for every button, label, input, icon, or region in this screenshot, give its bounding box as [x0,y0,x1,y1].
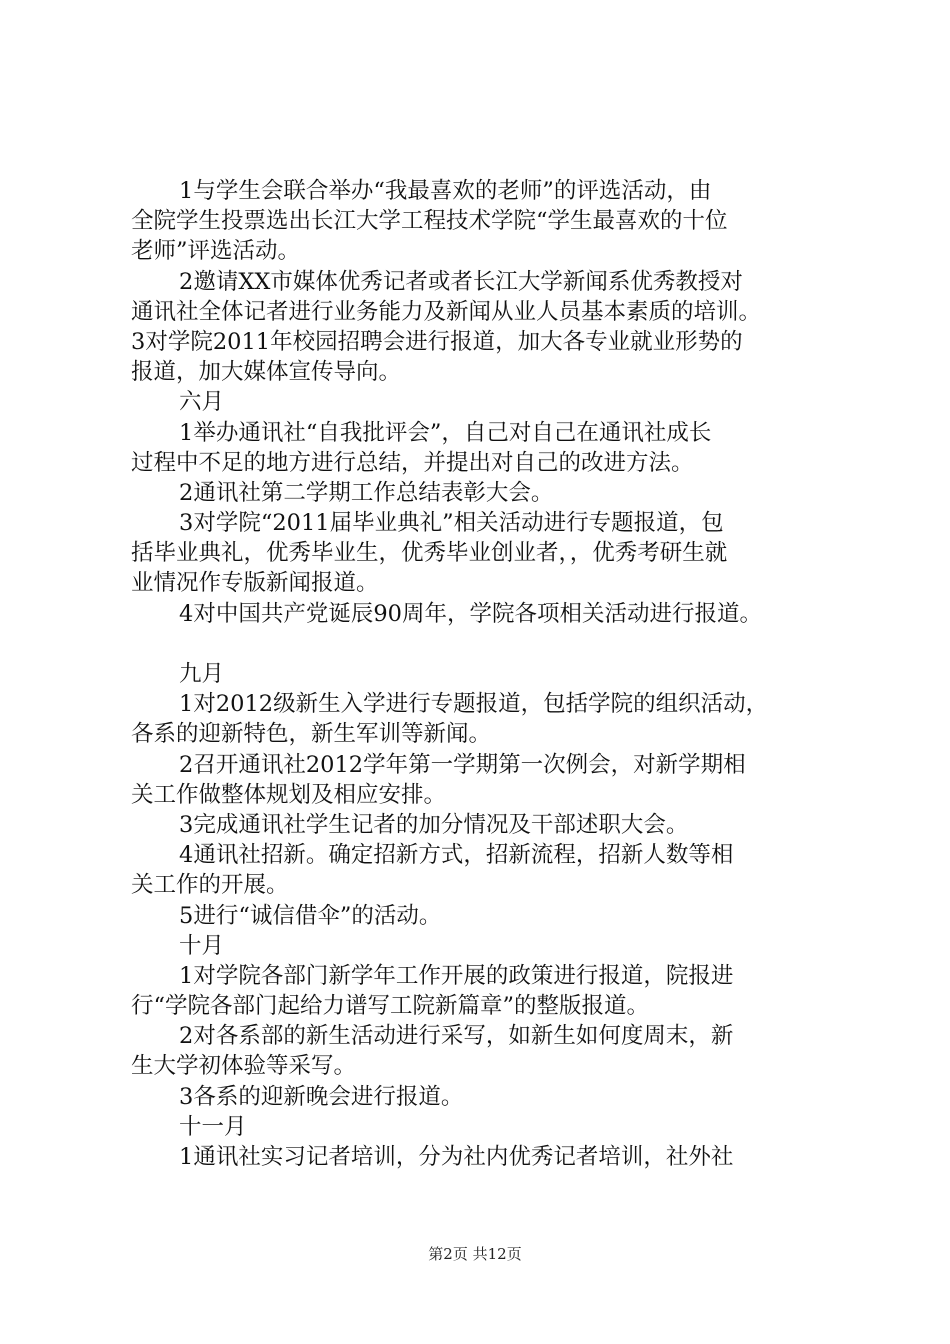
text-line: 5进行“诚信借伞”的活动。 [179,902,442,929]
blank-line [131,629,841,659]
text-line: 报道，加大媒体宣传导向。 [131,359,402,386]
text-line: 4通讯社招新。确定招新方式，招新流程，招新人数等相 [179,842,734,869]
text-line: 全院学生投票选出长江大学工程技术学院“学生最喜欢的十位 [131,208,728,235]
text-line: 2邀请XX市媒体优秀记者或者长江大学新闻系优秀教授对 [179,268,743,295]
text-line: 通讯社全体记者进行业务能力及新闻从业人员基本素质的培训。 [131,298,762,325]
text-line: 业情况作专版新闻报道。 [131,570,379,597]
text-line: 3完成通讯社学生记者的加分情况及干部述职大会。 [179,811,689,838]
text-line: 过程中不足的地方进行总结，并提出对自己的改进方法。 [131,449,694,476]
section-heading: 十一月 [179,1113,247,1140]
text-line: 括毕业典礼，优秀毕业生，优秀毕业创业者，，优秀考研生就 [131,540,728,567]
section-heading: 六月 [179,389,225,416]
page-footer: 第2页 共12页 [428,1245,522,1263]
text-line: 2召开通讯社2012学年第一学期第一次例会，对新学期相 [179,751,746,778]
document-body [131,176,841,1172]
text-line: 3对学院2011年校园招聘会进行报道，加大各专业就业形势的 [131,328,743,355]
text-line: 关工作的开展。 [131,872,289,899]
section-heading: 十月 [179,932,225,959]
text-line: 1举办通讯社“自我批评会”，自己对自己在通讯社成长 [179,419,712,446]
text-line: 2对各系部的新生活动进行采写，如新生如何度周末，新 [179,1023,734,1050]
text-line: 各系的迎新特色，新生军训等新闻。 [131,721,492,748]
text-line: 2通讯社第二学期工作总结表彰大会。 [179,479,554,506]
text-line: 老师”评选活动。 [131,238,301,265]
section-heading: 九月 [179,661,225,687]
text-line: 1对2012级新生入学进行专题报道，包括学院的组织活动， [179,691,769,718]
text-line: 生大学初体验等采写。 [131,1053,357,1080]
text-line: 4对中国共产党诞辰90周年，学院各项相关活动进行报道。 [179,600,762,627]
text-line: 1与学生会联合举办“我最喜欢的老师”的评选活动，由 [179,178,712,204]
text-line: 3对学院“2011届毕业典礼”相关活动进行专题报道，包 [179,510,724,537]
text-line: 3各系的迎新晚会进行报道。 [179,1083,464,1110]
text-line: 行“学院各部门起给力谱写工院新篇章”的整版报道。 [131,993,650,1020]
text-line: 1通讯社实习记者培训，分为社内优秀记者培训，社外社 [179,1144,734,1170]
text-line: 1对学院各部门新学年工作开展的政策进行报道，院报进 [179,962,734,989]
text-line: 关工作做整体规划及相应安排。 [131,781,447,808]
